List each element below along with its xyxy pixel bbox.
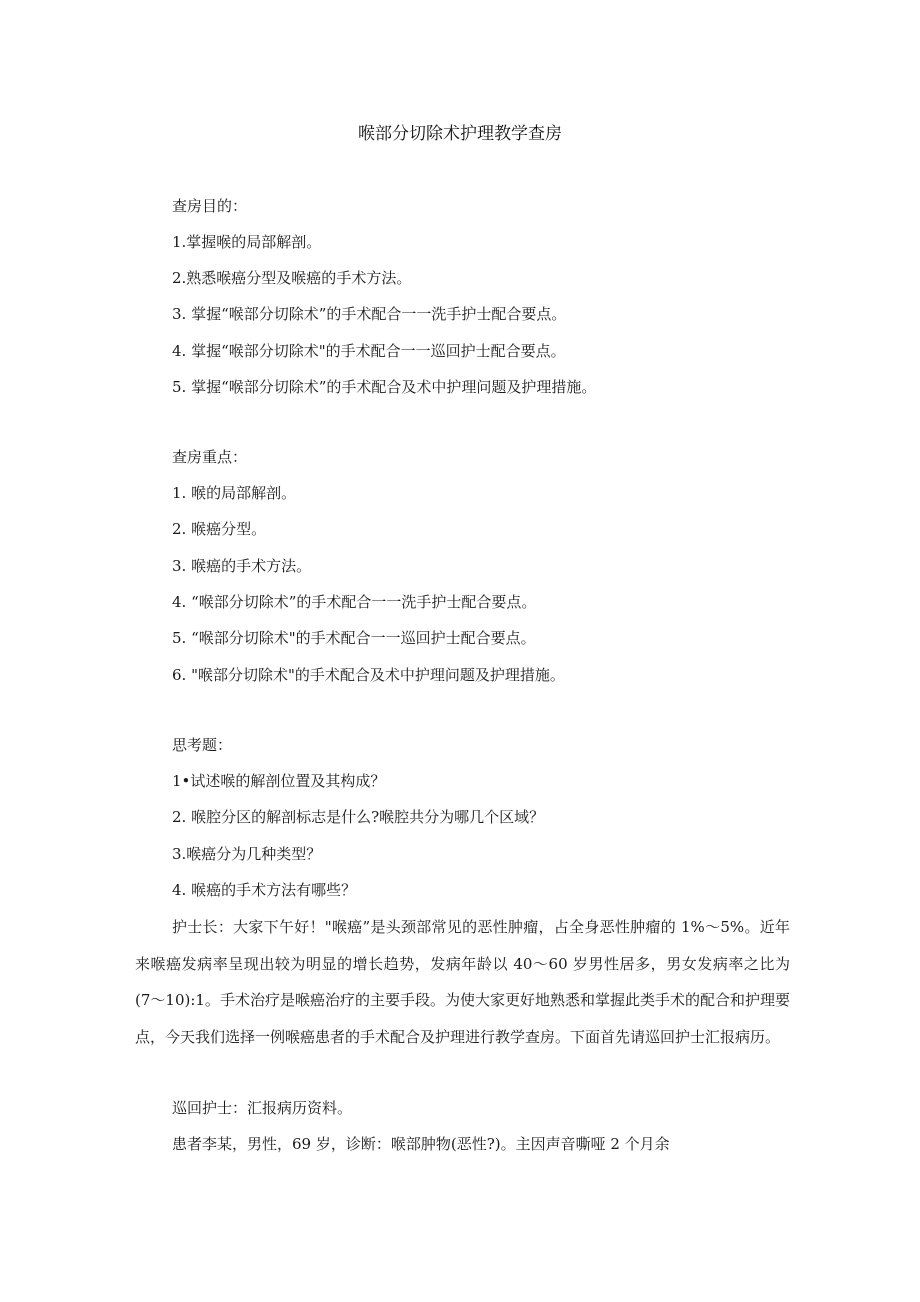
purpose-item-1: 1.掌握喉的局部解剖。 [172,233,322,251]
purpose-heading: 查房目的： [172,197,248,215]
focus-item-5: 5. “喉部分切除术"的手术配合一一巡回护士配合要点。 [172,629,536,647]
patient-line: 患者李某，男性，69 岁，诊断：喉部肿物(恶性?)。主因声音嘶哑 2 个月余 [172,1135,670,1153]
purpose-item-4: 4. 掌握“喉部分切除术"的手术配合一一巡回护士配合要点。 [172,342,566,360]
head-nurse-paragraph: 护士长：大家下午好！"喉癌”是头颈部常见的恶性肿瘤，占全身恶性肿瘤的 1%〜5%。近年来喉癌发病率呈现出较为明显的增长趋势，发病年龄以 40〜60 岁男性居多，男女发病率之比为(7〜10):1。手术治疗是喉癌治疗的主要手段。为使大家更好地熟悉和掌握此类手术的配合和护理要点，今天我们选择一例喉癌患者的手术配合及护理进行教学查房。下面首先请巡回护士汇报病历。 [135,918,790,1046]
purpose-item-5: 5. 掌握“喉部分切除术”的手术配合及术中护理问题及护理措施。 [172,378,597,396]
document-title: 喉部分切除术护理教学查房 [358,124,562,144]
focus-item-2: 2. 喉癌分型。 [172,520,267,538]
focus-item-3: 3. 喉癌的手术方法。 [172,557,312,575]
focus-item-1: 1. 喉的局部解剖。 [172,484,297,502]
questions-heading: 思考题： [172,736,233,754]
question-item-4: 4. 喉癌的手术方法有哪些？ [172,881,357,899]
focus-item-4: 4. “喉部分切除术”的手术配合一一洗手护士配合要点。 [172,593,537,611]
question-item-1: 1•试述喉的解剖位置及其构成？ [172,772,386,790]
focus-item-6: 6. "喉部分切除术"的手术配合及术中护理问题及护理措施。 [172,666,565,684]
purpose-item-3: 3. 掌握“喉部分切除术”的手术配合一一洗手护士配合要点。 [172,305,567,323]
purpose-item-2: 2.熟悉喉癌分型及喉癌的手术方法。 [172,269,412,287]
question-item-3: 3.喉癌分为几种类型？ [172,845,322,863]
focus-heading: 查房重点： [172,448,248,466]
circulating-nurse-line: 巡回护士：汇报病历资料。 [172,1099,353,1117]
question-item-2: 2. 喉腔分区的解剖标志是什么?喉腔共分为哪几个区域？ [172,808,545,826]
